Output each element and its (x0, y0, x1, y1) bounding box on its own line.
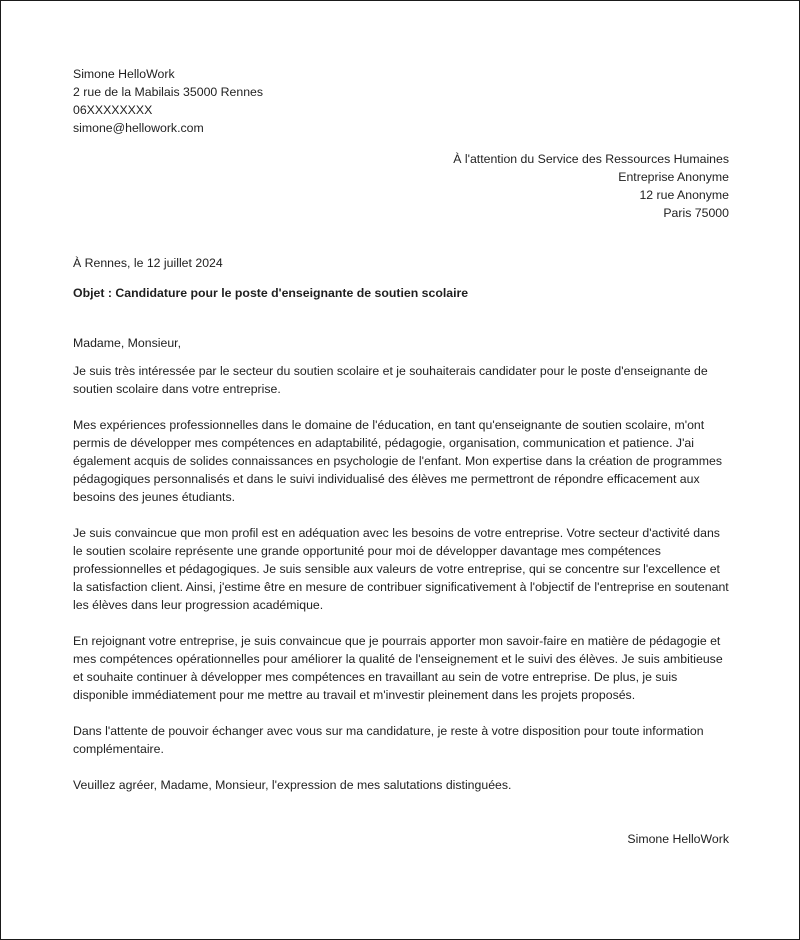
sender-address: 2 rue de la Mabilais 35000 Rennes (73, 85, 264, 99)
paragraph-intro: Je suis très intéressée par le secteur du soutien scolaire et je souhaiterais candidater pour le poste d'enseignante de soutien scolaire dans votre entreprise. (73, 364, 708, 396)
closing-formula: Veuillez agréer, Madame, Monsieur, l'expression de mes salutations distinguées. (73, 778, 512, 792)
recipient-street: 12 rue Anonyme (639, 188, 729, 202)
paragraph-experience: Mes expériences professionnelles dans le domaine de l'éducation, en tant qu'enseignante de soutien scolaire, m'ont permis de développer mes compétences en adaptabilité, pédagogie, organisation, communication et patience. J'ai également acquis de solides connaissances en psychologie de l'enfant. Mon expertise dans la création de programmes pédagogiques personnalisés et dans le suivi individualisé des élèves me permettront de répondre efficacement aux besoins des jeunes étudiants. (73, 418, 723, 504)
date-line: À Rennes, le 12 juillet 2024 (73, 256, 223, 270)
salutation: Madame, Monsieur, (73, 336, 181, 350)
recipient-company: Entreprise Anonyme (618, 170, 729, 184)
sender-name: Simone HelloWork (73, 67, 175, 81)
paragraph-contribution: En rejoignant votre entreprise, je suis convaincue que je pourrais apporter mon savoir-faire en matière de pédagogie et mes compétences opérationnelles pour améliorer la qualité de l'enseignement et le suivi des élèves. Je suis ambitieuse et souhaite continuer à développer mes compétences en travaillant au sein de votre entreprise. De plus, je suis disponible immédiatement pour me mettre au travail et m'investir pleinement dans les projets proposés. (73, 634, 723, 702)
signature: Simone HelloWork (627, 832, 729, 846)
subject-line: Objet : Candidature pour le poste d'enseignante de soutien scolaire (73, 286, 469, 300)
paragraph-availability: Dans l'attente de pouvoir échanger avec vous sur ma candidature, je reste à votre disposition pour toute information complémentaire. (73, 724, 704, 756)
recipient-attention: À l'attention du Service des Ressources Humaines (453, 152, 729, 166)
letter-body (73, 65, 729, 848)
paragraph-motivation: Je suis convaincue que mon profil est en adéquation avec les besoins de votre entreprise. Votre secteur d'activité dans le soutien scolaire représente une grande opportunité pour moi de développer davantage mes compétences professionnelles et pédagogiques. Je suis sensible aux valeurs de votre entreprise, qui se concentre sur l'excellence et la satisfaction client. Ainsi, j'estime être en mesure de contribuer significativement à l'objectif de l'entreprise en soutenant les élèves dans leur progression académique. (73, 526, 729, 612)
sender-phone: 06XXXXXXXX (73, 103, 153, 117)
recipient-city: Paris 75000 (663, 206, 729, 220)
sender-email: simone@hellowork.com (73, 121, 204, 135)
sender-block (73, 65, 729, 137)
recipient-block (73, 150, 729, 222)
